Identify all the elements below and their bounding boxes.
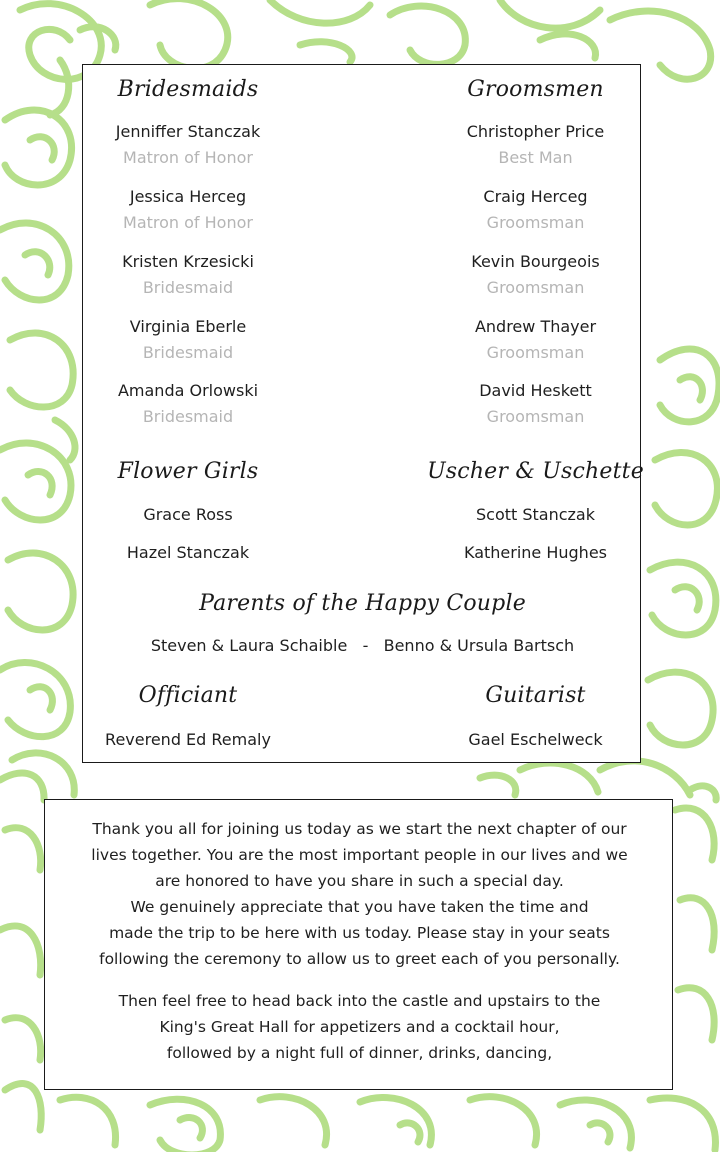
flower-girl-name: Grace Ross	[143, 505, 233, 524]
usher-name: Katherine Hughes	[463, 543, 607, 562]
groomsman-name: Kevin Bourgeois	[471, 252, 600, 271]
officiant-name: Reverend Ed Remaly	[105, 730, 271, 749]
bridesmaid-name: Kristen Krzesicki	[122, 252, 254, 271]
guitarist-heading: Guitarist	[485, 683, 586, 708]
parents-names: Steven & Laura Schaible - Benno & Ursula Bartsch	[150, 636, 575, 655]
groomsman-name: Craig Herceg	[483, 187, 588, 206]
groomsman-name: David Heskett	[479, 381, 592, 400]
thank-you-message-card	[44, 799, 673, 1090]
groomsman-role: Groomsman	[486, 407, 585, 426]
message-line: We genuinely appreciate that you have taken the time and	[130, 898, 589, 916]
parents-section	[83, 585, 642, 665]
groomsman-role: Best Man	[498, 148, 573, 167]
groomsmen-heading: Groomsmen	[467, 77, 604, 102]
bridesmaid-name: Amanda Orlowski	[117, 381, 259, 400]
groomsman-role: Groomsman	[486, 343, 585, 362]
bridesmaid-role: Matron of Honor	[123, 148, 253, 167]
groomsman-role: Groomsman	[486, 278, 585, 297]
message-line: following the ceremony to allow us to greet each of you personally.	[99, 950, 620, 968]
flower-girls-section	[83, 455, 293, 565]
guitarist-section	[423, 677, 648, 757]
ushers-heading: Uscher & Uschette	[427, 459, 644, 484]
flower-girl-name: Hazel Stanczak	[126, 543, 250, 562]
bridesmaids-heading: Bridesmaids	[117, 77, 259, 102]
parents-heading: Parents of the Happy Couple	[199, 591, 526, 616]
message-line: followed by a night full of dinner, drinks, dancing,	[166, 1044, 553, 1062]
bridesmaid-role: Bridesmaid	[142, 343, 234, 362]
bridesmaid-name: Virginia Eberle	[129, 317, 247, 336]
groomsman-name: Christopher Price	[466, 122, 605, 141]
message-line: made the trip to be here with us today. Please stay in your seats	[109, 924, 610, 942]
usher-name: Scott Stanczak	[475, 505, 595, 524]
message-line: Then feel free to head back into the castle and upstairs to the	[118, 992, 601, 1010]
bridesmaid-name: Jenniffer Stanczak	[115, 122, 261, 141]
message-line: lives together. You are the most important people in our lives and we	[91, 846, 628, 864]
wedding-party-card	[82, 64, 644, 763]
flower-girls-heading: Flower Girls	[117, 459, 259, 484]
bridesmaid-role: Matron of Honor	[123, 213, 253, 232]
officiant-heading: Officiant	[138, 683, 238, 708]
message-line: are honored to have you share in such a special day.	[155, 872, 564, 890]
groomsman-role: Groomsman	[486, 213, 585, 232]
groomsmen-column	[423, 65, 648, 465]
message-line: King's Great Hall for appetizers and a cocktail hour,	[159, 1018, 560, 1036]
bridesmaid-name: Jessica Herceg	[129, 187, 247, 206]
bridesmaids-column	[83, 65, 293, 465]
message-line: Thank you all for joining us today as we start the next chapter of our	[92, 820, 627, 838]
ushers-section	[423, 455, 648, 565]
groomsman-name: Andrew Thayer	[474, 317, 597, 336]
guitarist-name: Gael Eschelweck	[468, 730, 603, 749]
officiant-section	[83, 677, 293, 757]
bridesmaid-role: Bridesmaid	[142, 407, 234, 426]
bridesmaid-role: Bridesmaid	[142, 278, 234, 297]
